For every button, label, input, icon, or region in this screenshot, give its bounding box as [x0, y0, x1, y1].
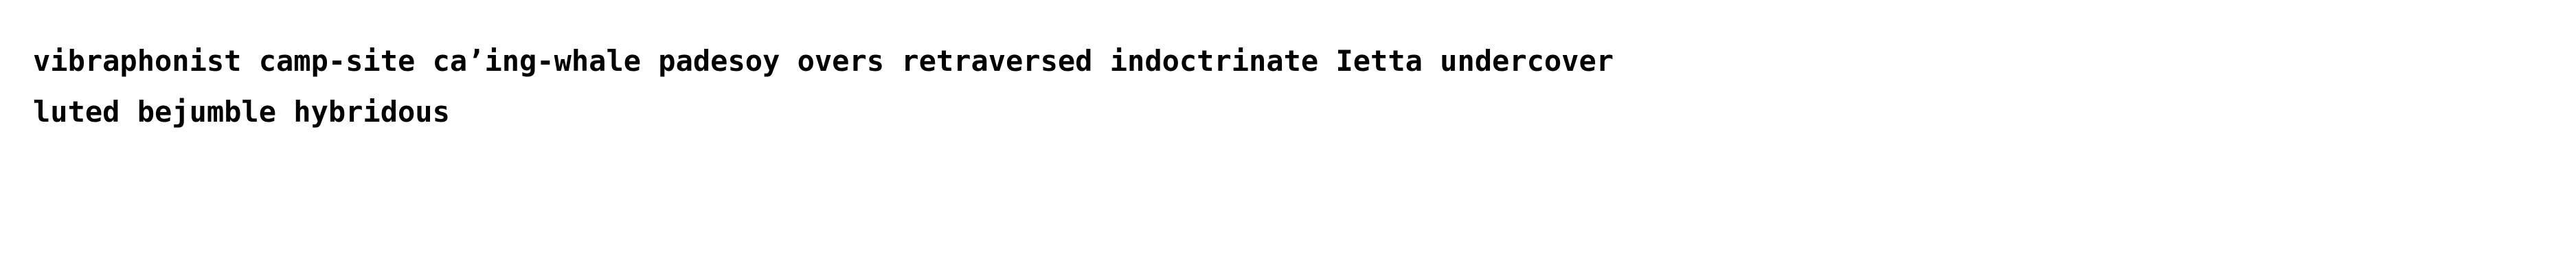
text-line-1: vibraphonist camp-site ca’ing-whale padesoy overs retraversed indoctrinate Ietta undercover — [33, 44, 1614, 78]
text-line-2: luted bejumble hybridous — [33, 95, 450, 129]
text-block — [33, 36, 2231, 138]
